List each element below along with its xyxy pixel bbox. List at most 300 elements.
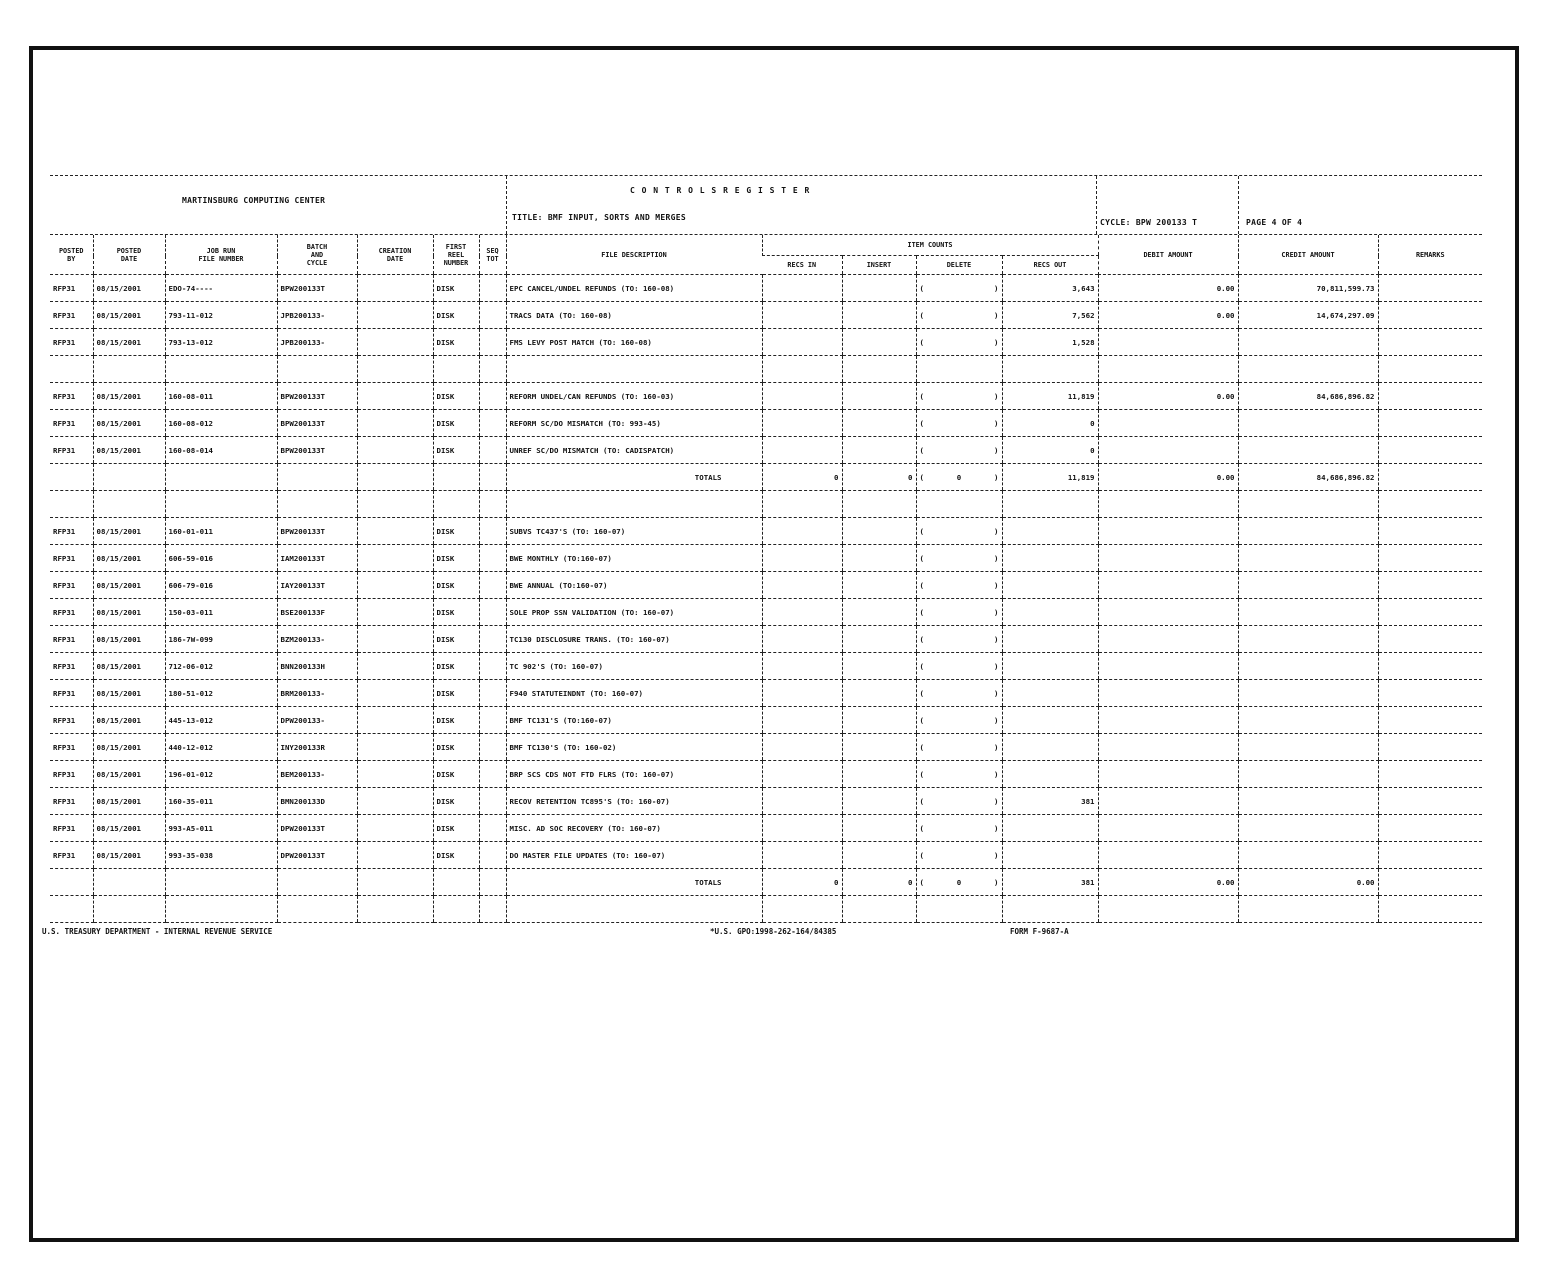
center-name: MARTINSBURG COMPUTING CENTER: [182, 196, 326, 205]
delete-open: (: [919, 445, 924, 455]
header-divider: [506, 176, 507, 234]
cell-seq-tot: [479, 761, 506, 788]
cell-posted-by: [50, 464, 93, 491]
cell-credit-amount: [1238, 518, 1378, 545]
cell-first-reel: DISK: [433, 815, 479, 842]
col-credit-amount: CREDIT AMOUNT: [1238, 235, 1378, 275]
cell-job-run-number: 793-11-012: [165, 302, 277, 329]
cell-first-reel: DISK: [433, 599, 479, 626]
cell-posted-date: 08/15/2001: [93, 842, 165, 869]
cell-delete-count: [916, 815, 1002, 842]
cell-recs-out: [1002, 356, 1098, 383]
table-row: [50, 518, 1482, 545]
cell-recs-out: 1,528: [1002, 329, 1098, 356]
cell-credit-amount: [1238, 329, 1378, 356]
cell-recs-out: 11,819: [1002, 383, 1098, 410]
cell-first-reel: [433, 491, 479, 518]
delete-open: (: [919, 472, 924, 482]
cell-remarks: [1378, 302, 1482, 329]
cell-file-description: [506, 356, 762, 383]
cell-delete-count: [916, 464, 1002, 491]
table-row: [50, 599, 1482, 626]
cell-recs-in: [762, 302, 842, 329]
cell-first-reel: DISK: [433, 707, 479, 734]
cell-recs-in: [762, 518, 842, 545]
cell-job-run-number: EDO-74----: [165, 275, 277, 302]
cell-remarks: [1378, 329, 1482, 356]
delete-close: ): [994, 310, 999, 320]
cell-recs-out: [1002, 518, 1098, 545]
cell-job-run-number: 993-35-038: [165, 842, 277, 869]
cell-batch-cycle: BZM200133-: [277, 626, 357, 653]
cell-posted-date: 08/15/2001: [93, 734, 165, 761]
cell-seq-tot: [479, 869, 506, 896]
cell-job-run-number: 150-03-011: [165, 599, 277, 626]
cell-posted-by: RFP31: [50, 302, 93, 329]
cell-file-description: SUBVS TC437'S (TO: 160-07): [506, 518, 762, 545]
cell-insert-count: [842, 302, 916, 329]
cell-seq-tot: [479, 356, 506, 383]
col-item-counts: ITEM COUNTS: [762, 235, 1098, 256]
delete-open: (: [919, 580, 924, 590]
cell-creation-date: [357, 437, 433, 464]
cell-remarks: [1378, 275, 1482, 302]
cell-first-reel: [433, 356, 479, 383]
totals-row: [50, 464, 1482, 491]
delete-close: ): [994, 823, 999, 833]
cell-first-reel: DISK: [433, 302, 479, 329]
cell-creation-date: [357, 842, 433, 869]
cell-delete-count: [916, 383, 1002, 410]
cell-insert-count: [842, 275, 916, 302]
cell-recs-out: 0: [1002, 437, 1098, 464]
cell-insert-count: [842, 437, 916, 464]
cell-seq-tot: [479, 653, 506, 680]
cell-insert-count: [842, 788, 916, 815]
cell-debit-amount: [1098, 356, 1238, 383]
cell-posted-by: RFP31: [50, 518, 93, 545]
cell-recs-out: 3,643: [1002, 275, 1098, 302]
cell-delete-count: [916, 680, 1002, 707]
cell-debit-amount: 0.00: [1098, 464, 1238, 491]
cell-credit-amount: [1238, 626, 1378, 653]
cell-posted-by: RFP31: [50, 734, 93, 761]
cell-file-description: F940 STATUTEINDNT (TO: 160-07): [506, 680, 762, 707]
delete-open: (: [919, 715, 924, 725]
cell-recs-out: [1002, 761, 1098, 788]
cell-first-reel: DISK: [433, 329, 479, 356]
cell-remarks: [1378, 383, 1482, 410]
cell-job-run-number: 606-79-016: [165, 572, 277, 599]
cell-recs-in: [762, 815, 842, 842]
cell-posted-date: 08/15/2001: [93, 653, 165, 680]
cell-seq-tot: [479, 734, 506, 761]
cell-seq-tot: [479, 464, 506, 491]
delete-val: 0: [956, 472, 962, 482]
footer-form-number: FORM F-9687-A: [1010, 927, 1069, 936]
cell-recs-out: 11,819: [1002, 464, 1098, 491]
cell-seq-tot: [479, 329, 506, 356]
cell-insert-count: [842, 491, 916, 518]
cell-debit-amount: 0.00: [1098, 869, 1238, 896]
page-number: PAGE 4 OF 4: [1246, 218, 1303, 227]
cell-job-run-number: [165, 869, 277, 896]
cell-recs-in: [762, 842, 842, 869]
controls-register-document: [42, 175, 1482, 943]
cell-recs-in: [762, 410, 842, 437]
cell-file-description: DO MASTER FILE UPDATES (TO: 160-07): [506, 842, 762, 869]
cell-posted-date: 08/15/2001: [93, 329, 165, 356]
cell-recs-out: [1002, 572, 1098, 599]
cell-remarks: [1378, 653, 1482, 680]
cell-insert-count: [842, 842, 916, 869]
cell-credit-amount: 14,674,297.09: [1238, 302, 1378, 329]
cell-delete-count: [916, 734, 1002, 761]
cell-first-reel: DISK: [433, 653, 479, 680]
cell-recs-out: 381: [1002, 869, 1098, 896]
cell-job-run-number: [165, 356, 277, 383]
delete-close: ): [994, 445, 999, 455]
cell-recs-in: [762, 491, 842, 518]
cell-posted-by: RFP31: [50, 815, 93, 842]
cell-seq-tot: [479, 815, 506, 842]
cell-debit-amount: [1098, 653, 1238, 680]
col-posted-by: POSTED BY: [50, 235, 93, 275]
report-title: C O N T R O L S R E G I S T E R: [630, 186, 811, 195]
cell-first-reel: [433, 896, 479, 923]
cell-creation-date: [357, 761, 433, 788]
cell-debit-amount: [1098, 788, 1238, 815]
cell-debit-amount: [1098, 734, 1238, 761]
delete-open: (: [919, 310, 924, 320]
cell-delete-count: [916, 329, 1002, 356]
cell-recs-out: 381: [1002, 788, 1098, 815]
cell-batch-cycle: BEM200133-: [277, 761, 357, 788]
cell-job-run-number: 606-59-016: [165, 545, 277, 572]
cell-file-description: SOLE PROP SSN VALIDATION (TO: 160-07): [506, 599, 762, 626]
cell-file-description: BMF TC131'S (TO:160-07): [506, 707, 762, 734]
cell-creation-date: [357, 545, 433, 572]
cell-creation-date: [357, 491, 433, 518]
register-table: [50, 235, 1482, 923]
cell-recs-in: [762, 896, 842, 923]
delete-close: ): [994, 553, 999, 563]
cell-file-description: REFORM SC/DO MISMATCH (TO: 993-45): [506, 410, 762, 437]
cell-recs-in: [762, 383, 842, 410]
cell-seq-tot: [479, 842, 506, 869]
cell-delete-count: [916, 275, 1002, 302]
cell-posted-date: 08/15/2001: [93, 518, 165, 545]
cell-recs-out: [1002, 896, 1098, 923]
cell-credit-amount: 70,811,599.73: [1238, 275, 1378, 302]
cell-debit-amount: 0.00: [1098, 383, 1238, 410]
cell-first-reel: DISK: [433, 680, 479, 707]
cell-posted-date: [93, 356, 165, 383]
cell-remarks: [1378, 707, 1482, 734]
cell-recs-in: [762, 356, 842, 383]
delete-open: (: [919, 742, 924, 752]
cell-delete-count: [916, 545, 1002, 572]
totals-row: [50, 869, 1482, 896]
table-row: [50, 356, 1482, 383]
cell-file-description: TC 902'S (TO: 160-07): [506, 653, 762, 680]
cell-job-run-number: 793-13-012: [165, 329, 277, 356]
cell-batch-cycle: BPW200133T: [277, 437, 357, 464]
cell-posted-by: RFP31: [50, 788, 93, 815]
cell-debit-amount: [1098, 815, 1238, 842]
cell-remarks: [1378, 626, 1482, 653]
cell-insert-count: [842, 356, 916, 383]
table-row: [50, 653, 1482, 680]
cell-insert-count: [842, 896, 916, 923]
col-creation-date: CREATION DATE: [357, 235, 433, 275]
cell-delete-count: [916, 869, 1002, 896]
cell-creation-date: [357, 815, 433, 842]
cell-remarks: [1378, 599, 1482, 626]
cell-batch-cycle: DPW200133T: [277, 842, 357, 869]
cell-remarks: [1378, 761, 1482, 788]
delete-close: ): [994, 607, 999, 617]
cell-delete-count: [916, 356, 1002, 383]
cell-remarks: [1378, 572, 1482, 599]
delete-open: (: [919, 283, 924, 293]
delete-open: (: [919, 526, 924, 536]
cell-batch-cycle: BPW200133T: [277, 275, 357, 302]
cell-recs-in: [762, 788, 842, 815]
cell-posted-by: RFP31: [50, 707, 93, 734]
cell-recs-in: [762, 329, 842, 356]
cell-creation-date: [357, 680, 433, 707]
cell-delete-count: [916, 842, 1002, 869]
cell-insert-count: [842, 383, 916, 410]
cell-remarks: [1378, 491, 1482, 518]
cell-debit-amount: [1098, 707, 1238, 734]
table-row: [50, 761, 1482, 788]
cell-seq-tot: [479, 599, 506, 626]
delete-open: (: [919, 769, 924, 779]
cell-creation-date: [357, 707, 433, 734]
cell-first-reel: [433, 464, 479, 491]
cell-insert-count: [842, 734, 916, 761]
cell-posted-date: 08/15/2001: [93, 437, 165, 464]
footer-gpo: *U.S. GPO:1998-262-164/84385: [710, 927, 837, 936]
cell-batch-cycle: JPB200133-: [277, 302, 357, 329]
cell-seq-tot: [479, 680, 506, 707]
cell-job-run-number: 160-01-011: [165, 518, 277, 545]
cell-posted-by: [50, 356, 93, 383]
delete-open: (: [919, 823, 924, 833]
table-row: [50, 383, 1482, 410]
cell-posted-date: 08/15/2001: [93, 761, 165, 788]
cell-creation-date: [357, 383, 433, 410]
cell-recs-out: 7,562: [1002, 302, 1098, 329]
cell-remarks: [1378, 869, 1482, 896]
cell-batch-cycle: DPW200133-: [277, 707, 357, 734]
cell-creation-date: [357, 599, 433, 626]
cell-remarks: [1378, 545, 1482, 572]
cell-insert-count: [842, 680, 916, 707]
cell-credit-amount: 84,686,896.82: [1238, 464, 1378, 491]
cell-credit-amount: [1238, 680, 1378, 707]
cell-batch-cycle: IAY200133T: [277, 572, 357, 599]
cell-posted-by: [50, 896, 93, 923]
delete-close: ): [994, 688, 999, 698]
cell-debit-amount: [1098, 896, 1238, 923]
cell-credit-amount: [1238, 572, 1378, 599]
cell-delete-count: [916, 761, 1002, 788]
cell-credit-amount: 0.00: [1238, 869, 1378, 896]
cell-seq-tot: [479, 626, 506, 653]
delete-close: ): [994, 634, 999, 644]
cell-remarks: [1378, 734, 1482, 761]
col-posted-date: POSTED DATE: [93, 235, 165, 275]
delete-close: ): [994, 337, 999, 347]
cell-creation-date: [357, 896, 433, 923]
cell-delete-count: [916, 491, 1002, 518]
cell-recs-in: [762, 545, 842, 572]
cell-batch-cycle: INY200133R: [277, 734, 357, 761]
cell-batch-cycle: BRM200133-: [277, 680, 357, 707]
cell-remarks: [1378, 788, 1482, 815]
cell-creation-date: [357, 869, 433, 896]
table-row: [50, 788, 1482, 815]
cell-batch-cycle: [277, 896, 357, 923]
cell-debit-amount: [1098, 491, 1238, 518]
cell-posted-by: RFP31: [50, 383, 93, 410]
cell-debit-amount: [1098, 518, 1238, 545]
cell-seq-tot: [479, 437, 506, 464]
cell-posted-by: [50, 491, 93, 518]
cell-job-run-number: 160-08-011: [165, 383, 277, 410]
delete-open: (: [919, 850, 924, 860]
cell-delete-count: [916, 437, 1002, 464]
cell-creation-date: [357, 464, 433, 491]
delete-open: (: [919, 607, 924, 617]
register-header: [50, 175, 1482, 235]
cell-batch-cycle: [277, 491, 357, 518]
cycle-label: CYCLE: BPW 200133 T: [1100, 218, 1198, 227]
cell-credit-amount: [1238, 761, 1378, 788]
cell-file-description: RECOV RETENTION TC895'S (TO: 160-07): [506, 788, 762, 815]
cell-debit-amount: [1098, 572, 1238, 599]
cell-credit-amount: [1238, 599, 1378, 626]
cell-file-description: BWE ANNUAL (TO:160-07): [506, 572, 762, 599]
col-insert: INSERT: [842, 256, 916, 275]
cell-seq-tot: [479, 572, 506, 599]
cell-seq-tot: [479, 896, 506, 923]
cell-seq-tot: [479, 410, 506, 437]
cell-posted-date: 08/15/2001: [93, 680, 165, 707]
cell-delete-count: [916, 599, 1002, 626]
report-subtitle: TITLE: BMF INPUT, SORTS AND MERGES: [512, 213, 686, 222]
cell-posted-by: RFP31: [50, 653, 93, 680]
col-remarks: REMARKS: [1378, 235, 1482, 275]
cell-seq-tot: [479, 275, 506, 302]
cell-batch-cycle: [277, 356, 357, 383]
cell-job-run-number: 160-08-012: [165, 410, 277, 437]
cell-posted-date: 08/15/2001: [93, 410, 165, 437]
cell-recs-in: [762, 680, 842, 707]
table-row: [50, 302, 1482, 329]
cell-batch-cycle: DPW200133T: [277, 815, 357, 842]
cell-posted-date: 08/15/2001: [93, 707, 165, 734]
delete-close: ): [994, 391, 999, 401]
cell-file-description: REFORM UNDEL/CAN REFUNDS (TO: 160-03): [506, 383, 762, 410]
cell-insert-count: [842, 707, 916, 734]
cell-debit-amount: [1098, 599, 1238, 626]
cell-insert-count: [842, 518, 916, 545]
cell-insert-count: [842, 410, 916, 437]
cell-file-description: BRP SCS CDS NOT FTD FLRS (TO: 160-07): [506, 761, 762, 788]
cell-batch-cycle: BPW200133T: [277, 383, 357, 410]
cell-batch-cycle: IAM200133T: [277, 545, 357, 572]
cell-insert-count: [842, 599, 916, 626]
cell-credit-amount: [1238, 545, 1378, 572]
cell-remarks: [1378, 437, 1482, 464]
cell-job-run-number: 180-51-012: [165, 680, 277, 707]
cell-delete-count: [916, 707, 1002, 734]
cell-remarks: [1378, 410, 1482, 437]
col-seq: SEQ TOT: [479, 235, 506, 275]
cell-file-description: EPC CANCEL/UNDEL REFUNDS (TO: 160-08): [506, 275, 762, 302]
cell-posted-by: RFP31: [50, 410, 93, 437]
cell-debit-amount: [1098, 410, 1238, 437]
delete-val: 0: [956, 877, 962, 887]
cell-batch-cycle: JPB200133-: [277, 329, 357, 356]
delete-close: ): [994, 877, 999, 887]
cell-seq-tot: [479, 302, 506, 329]
col-recs-in: RECS IN: [762, 256, 842, 275]
cell-file-description: [506, 491, 762, 518]
cell-recs-in: [762, 572, 842, 599]
cell-creation-date: [357, 788, 433, 815]
header-divider: [1096, 176, 1097, 234]
cell-credit-amount: [1238, 842, 1378, 869]
cell-first-reel: DISK: [433, 572, 479, 599]
cell-batch-cycle: BMN200133D: [277, 788, 357, 815]
cell-creation-date: [357, 734, 433, 761]
table-row: [50, 572, 1482, 599]
cell-delete-count: [916, 626, 1002, 653]
cell-batch-cycle: [277, 869, 357, 896]
cell-job-run-number: 160-08-014: [165, 437, 277, 464]
cell-batch-cycle: BNN200133H: [277, 653, 357, 680]
cell-delete-count: [916, 788, 1002, 815]
cell-job-run-number: 445-13-012: [165, 707, 277, 734]
cell-creation-date: [357, 653, 433, 680]
table-row: [50, 896, 1482, 923]
cell-creation-date: [357, 356, 433, 383]
cell-insert-count: 0: [842, 869, 916, 896]
cell-posted-date: 08/15/2001: [93, 572, 165, 599]
cell-remarks: [1378, 464, 1482, 491]
table-row: [50, 410, 1482, 437]
cell-recs-in: [762, 626, 842, 653]
cell-debit-amount: [1098, 842, 1238, 869]
cell-posted-by: RFP31: [50, 329, 93, 356]
table-row: [50, 815, 1482, 842]
col-first-reel: FIRST REEL NUMBER: [433, 235, 479, 275]
cell-first-reel: DISK: [433, 734, 479, 761]
cell-first-reel: DISK: [433, 275, 479, 302]
table-row: [50, 329, 1482, 356]
cell-delete-count: [916, 896, 1002, 923]
cell-posted-by: RFP31: [50, 275, 93, 302]
table-row: [50, 275, 1482, 302]
cell-first-reel: DISK: [433, 383, 479, 410]
cell-credit-amount: [1238, 437, 1378, 464]
delete-close: ): [994, 796, 999, 806]
